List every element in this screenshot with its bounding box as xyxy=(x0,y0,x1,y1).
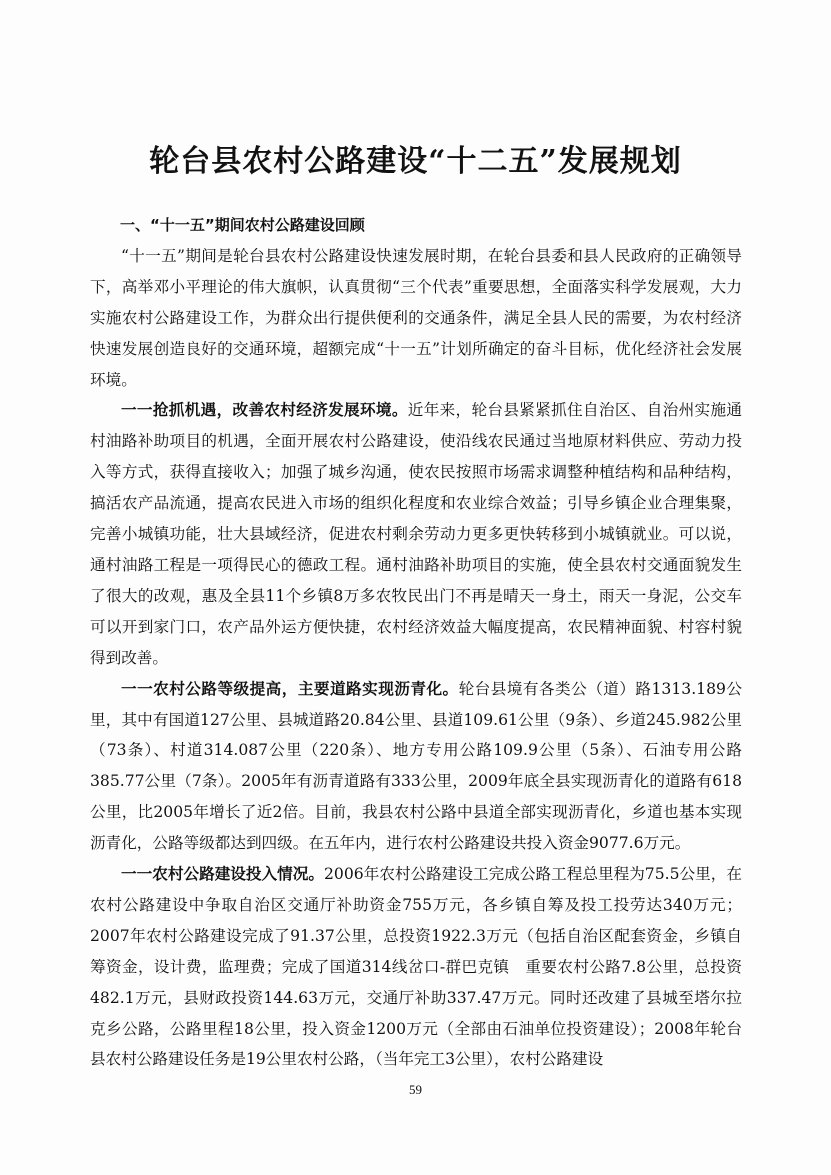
paragraph-text: 近年来，轮台县紧紧抓住自治区、自治州实施通村油路补助项目的机遇，全面开展农村公路建设，使沿线农民通过当地原材料供应、劳动力投入等方式，获得直接收入；加强了城乡沟通，使农民按照市场需求调整种植结构和品种结构，搞活农产品流通，提高农民进入市场的组织化程度和农业综合效益；引导乡镇企业合理集聚，完善小城镇功能，壮大县域经济，促进农村剩余劳动力更多更快转移到小城镇就业。可以说，通村油路工程是一项得民心的德政工程。通村油路补助项目的实施，使全县农村交通面貌发生了很大的改观，惠及全县11个乡镇8万多农牧民出门不再是晴天一身土，雨天一身泥，公交车可以开到家门口，农产品外运方便快捷，农村经济效益大幅度提高，农民精神面貌、村容村貌得到改善。 xyxy=(90,401,742,667)
paragraph-lead: 一一抢抓机遇，改善农村经济发展环境。 xyxy=(121,401,408,420)
section-heading: 一、“十一五”期间农村公路建设回顾 xyxy=(120,216,365,234)
paragraph-investment xyxy=(90,859,742,1075)
paragraph-development-environment xyxy=(90,395,742,673)
document-title: 轮台县农村公路建设“十二五”发展规划 xyxy=(149,144,682,180)
paragraph-lead: 一一农村公路建设投入情况。 xyxy=(121,865,325,884)
paragraph-text: 2006年农村公路建设工完成公路工程总里程为75.5公里，在农村公路建设中争取自治区交通厅补助资金755万元，各乡镇自筹及投工投劳达340万元；2007年农村公路建设完成了91.37公里，总投资1922.3万元（包括自治区配套资金，乡镇自筹资金，设计费，监理费；完成了国道314线岔口-群巴克镇 重要农村公路7.8公里，总投资482.1万元，县财政投资144.63万元，交通厅补助337.47万元。同时还改建了县城至塔尔拉克乡公路，公路里程18公里，投入资金1200万元（全部由石油单位投资建设）；2008年轮台县农村公路建设任务是19公里农村公路，（当年完工3公里），农村公路建设 xyxy=(90,865,742,1069)
paragraph-lead: 一一农村公路等级提高，主要道路实现沥青化。 xyxy=(121,679,459,698)
paragraph-text: 轮台县境有各类公（道）路1313.189公里，其中有国道127公里、县城道路20.84公里、县道109.61公里（9条）、乡道245.982公里（73条）、村道314.087公里（220条）、地方专用公路109.9公里（5条）、石油专用公路385.77公里（7条）。2005年有沥青道路有333公里，2009年底全县实现沥青化的道路有618公里，比2005年增长了近2倍。目前，我县农村公路中县道全部实现沥青化，乡道也基本实现沥青化，公路等级都达到四级。在五年内，进行农村公路建设共投入资金9077.6万元。 xyxy=(90,679,742,853)
page-number: 59 xyxy=(409,1082,422,1097)
paragraph-road-grade xyxy=(90,674,742,859)
intro-paragraph: “十一五”期间是轮台县农村公路建设快速发展时期，在轮台县委和县人民政府的正确领导下，高举邓小平理论的伟大旗帜，认真贯彻“三个代表”重要思想，全面落实科学发展观，大力实施农村公路建设工作，为群众出行提供便利的交通条件，满足全县人民的需要，为农村经济快速发展创造良好的交通环境，超额完成“十一五”计划所确定的奋斗目标，优化经济社会发展环境。 xyxy=(90,246,742,389)
document-body xyxy=(90,210,742,1075)
